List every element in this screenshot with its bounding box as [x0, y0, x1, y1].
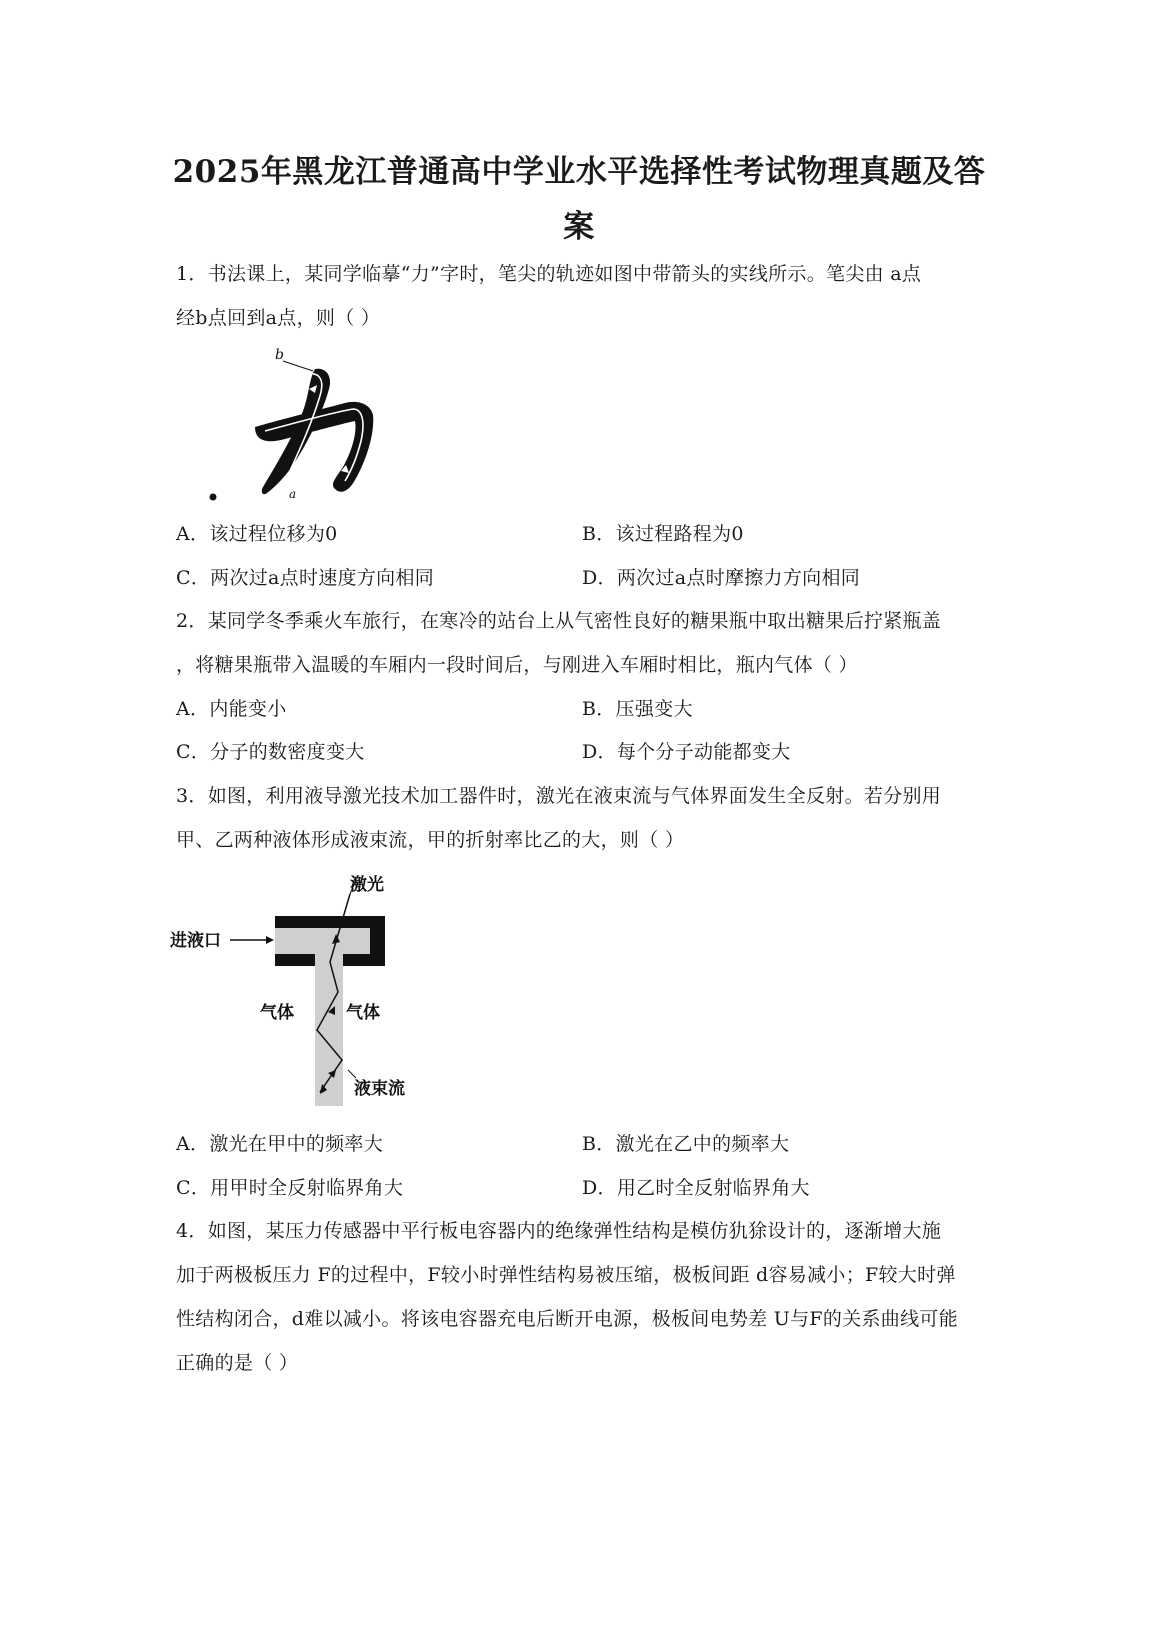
q1-stem-line-1: 1．书法课上，某同学临摹“力”字时，笔尖的轨迹如图中带箭头的实线所示。笔尖由 a点	[176, 263, 922, 285]
q1-figure-li-character	[205, 345, 405, 515]
q2-option-c: C．分子的数密度变大	[176, 741, 365, 763]
q3-option-d: D．用乙时全反射临界角大	[582, 1177, 810, 1199]
q3-liquid-jet	[315, 966, 343, 1106]
q2-stem-line-2: ，将糖果瓶带入温暖的车厢内一段时间后，与刚进入车厢时相比，瓶内气体（ ）	[176, 654, 858, 676]
q3-option-c: C．用甲时全反射临界角大	[176, 1177, 404, 1199]
q3-label-gas-right: 气体	[346, 1003, 380, 1023]
q3-figure-liquid-laser	[170, 870, 440, 1120]
q1-option-a: A．该过程位移为0	[176, 523, 338, 545]
q2-option-b: B．压强变大	[582, 698, 693, 720]
q3-label-inlet: 进液口	[170, 931, 221, 951]
q1-option-d: D．两次过a点时摩擦力方向相同	[582, 567, 861, 589]
q1-option-b: B．该过程路程为0	[582, 523, 744, 545]
q3-option-a: A．激光在甲中的频率大	[176, 1133, 384, 1155]
q3-label-jet: 液束流	[354, 1079, 405, 1099]
page-title-line-2: 案	[563, 209, 595, 245]
q2-option-a: A．内能变小	[176, 698, 287, 720]
q3-label-laser: 激光	[350, 875, 384, 895]
q1-option-c: C．两次过a点时速度方向相同	[176, 567, 435, 589]
page-title-line-1: 2025年黑龙江普通高中学业水平选择性考试物理真题及答	[172, 154, 986, 190]
q3-stem-line-1: 3．如图，利用液导激光技术加工器件时，激光在液束流与气体界面发生全反射。若分别用	[176, 785, 942, 807]
q4-stem-line-1: 4．如图，某压力传感器中平行板电容器内的绝缘弹性结构是模仿犰狳设计的，逐渐增大施	[176, 1220, 942, 1242]
q1-label-a: a	[289, 487, 297, 501]
q1-dot	[210, 494, 217, 501]
q3-nozzle-channel	[275, 928, 370, 954]
q1-label-b: b	[275, 347, 284, 363]
q2-option-d: D．每个分子动能都变大	[582, 741, 791, 763]
q1-stem-line-2: 经b点回到a点，则（ ）	[176, 307, 381, 329]
q4-stem-line-2: 加于两极板压力 F的过程中，F较小时弹性结构易被压缩，极板间距 d容易减小；F较大时弹	[176, 1264, 956, 1286]
q3-stem-line-2: 甲、乙两种液体形成液束流，甲的折射率比乙的大，则（ ）	[176, 829, 685, 851]
q3-label-gas-left: 气体	[260, 1003, 294, 1023]
q2-stem-line-1: 2．某同学冬季乘火车旅行，在寒冷的站台上从气密性良好的糖果瓶中取出糖果后拧紧瓶盖	[176, 610, 942, 632]
q4-stem-line-3: 性结构闭合，d难以减小。将该电容器充电后断开电源，极板间电势差 U与F的关系曲线可能	[176, 1308, 958, 1330]
q4-stem-line-4: 正确的是（ ）	[176, 1352, 299, 1374]
q3-option-b: B．激光在乙中的频率大	[582, 1133, 790, 1155]
